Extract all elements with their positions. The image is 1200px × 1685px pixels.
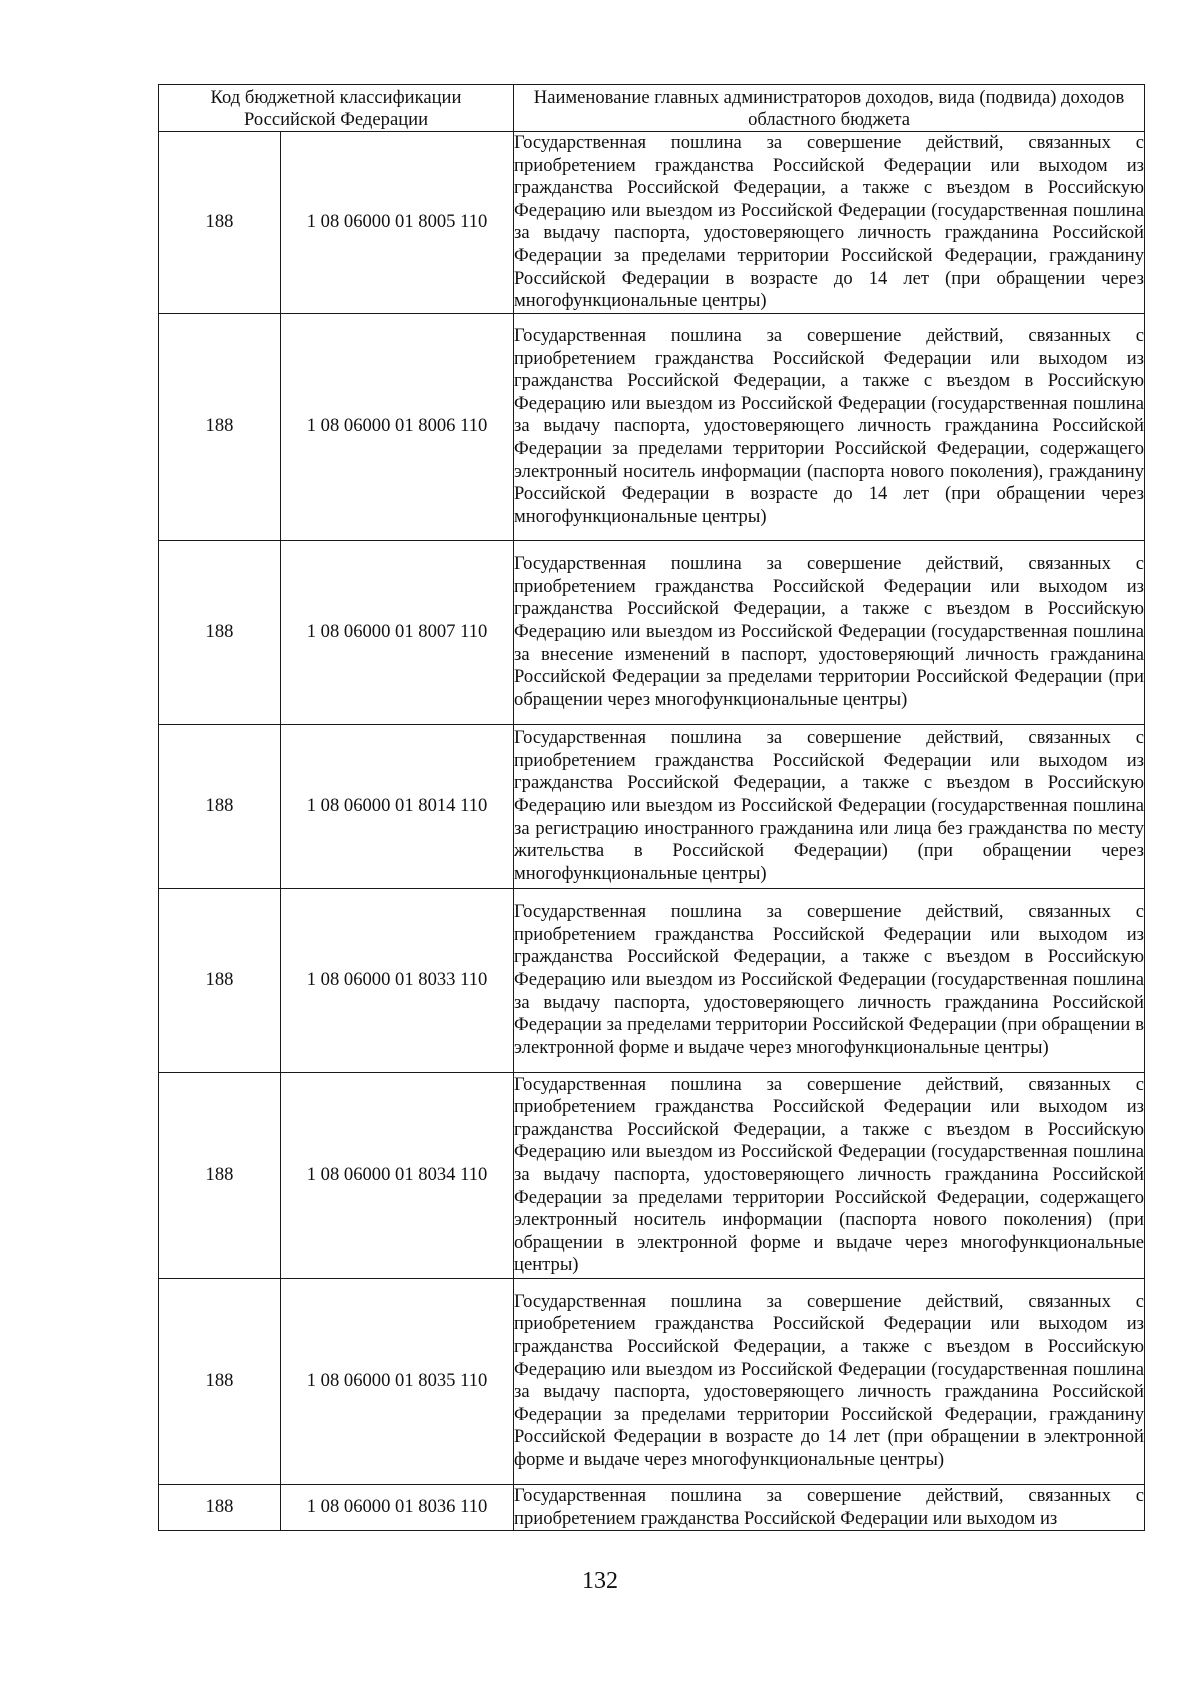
description-cell: Государственная пошлина за совершение действий, связанных с приобретением гражданства Российской Федерации или выходом из гражданства Российской Федерации, а также с въездом в Российскую Федерацию или выездом из Российской Федерации (государственная пошлина за регистрацию иностранного гражданина или лица без гражданства по месту жительства в Российской Федерации) (при обращении через многофункциональные центры) bbox=[514, 724, 1145, 888]
admin-code-cell: 188 bbox=[159, 132, 281, 314]
header-kbk: Код бюджетной классификации Российской Федерации bbox=[159, 85, 514, 132]
table-row bbox=[159, 540, 1145, 724]
table-row bbox=[159, 1484, 1145, 1530]
table-header-row bbox=[159, 85, 1145, 132]
table-row bbox=[159, 1278, 1145, 1484]
table-row bbox=[159, 1072, 1145, 1278]
table-row bbox=[159, 724, 1145, 888]
admin-code-cell: 188 bbox=[159, 1484, 281, 1530]
table-row bbox=[159, 132, 1145, 314]
description-cell bbox=[514, 1484, 1145, 1530]
kbk-code-cell: 1 08 06000 01 8005 110 bbox=[281, 132, 514, 314]
kbk-code-cell: 1 08 06000 01 8014 110 bbox=[281, 724, 514, 888]
budget-classification-table bbox=[158, 84, 1145, 1531]
kbk-code-cell: 1 08 06000 01 8035 110 bbox=[281, 1278, 514, 1484]
description-cell: Государственная пошлина за совершение действий, связанных с приобретением гражданства Российской Федерации или выходом из гражданства Российской Федерации, а также с въездом в Российскую Федерацию или выездом из Российской Федерации (государственная пошлина за выдачу паспорта, удостоверяющего личность гражданина Российской Федерации за пределами территории Российской Федерации, гражданину Российской Федерации в возрасте до 14 лет (при обращении через многофункциональные центры) bbox=[514, 132, 1145, 314]
admin-code-cell: 188 bbox=[159, 888, 281, 1072]
admin-code-cell: 188 bbox=[159, 1278, 281, 1484]
description-text-truncated: Государственная пошлина за совершение действий, связанных с приобретением гражданства Российской Федерации или выходом из bbox=[514, 1485, 1144, 1529]
kbk-code-cell: 1 08 06000 01 8007 110 bbox=[281, 540, 514, 724]
description-cell: Государственная пошлина за совершение действий, связанных с приобретением гражданства Российской Федерации или выходом из гражданства Российской Федерации, а также с въездом в Российскую Федерацию или выездом из Российской Федерации (государственная пошлина за выдачу паспорта, удостоверяющего личность гражданина Российской Федерации за пределами территории Российской Федерации, содержащего электронный носитель информации (паспорта нового поколения) (при обращении в электронной форме и выдаче через многофункциональные центры) bbox=[514, 1072, 1145, 1278]
header-name: Наименование главных администраторов доходов, вида (подвида) доходов областного бюджета bbox=[514, 85, 1145, 132]
description-cell: Государственная пошлина за совершение действий, связанных с приобретением гражданства Российской Федерации или выходом из гражданства Российской Федерации, а также с въездом в Российскую Федерацию или выездом из Российской Федерации (государственная пошлина за выдачу паспорта, удостоверяющего личность гражданина Российской Федерации за пределами территории Российской Федерации (при обращении в электронной форме и выдаче через многофункциональные центры) bbox=[514, 888, 1145, 1072]
admin-code-cell: 188 bbox=[159, 724, 281, 888]
page-number: 132 bbox=[582, 1568, 618, 1594]
table-row bbox=[159, 313, 1145, 540]
kbk-code-cell: 1 08 06000 01 8036 110 bbox=[281, 1484, 514, 1530]
admin-code-cell: 188 bbox=[159, 313, 281, 540]
description-cell: Государственная пошлина за совершение действий, связанных с приобретением гражданства Российской Федерации или выходом из гражданства Российской Федерации, а также с въездом в Российскую Федерацию или выездом из Российской Федерации (государственная пошлина за выдачу паспорта, удостоверяющего личность гражданина Российской Федерации за пределами территории Российской Федерации, гражданину Российской Федерации в возрасте до 14 лет (при обращении в электронной форме и выдаче через многофункциональные центры) bbox=[514, 1278, 1145, 1484]
table-row bbox=[159, 888, 1145, 1072]
kbk-code-cell: 1 08 06000 01 8033 110 bbox=[281, 888, 514, 1072]
admin-code-cell: 188 bbox=[159, 1072, 281, 1278]
admin-code-cell: 188 bbox=[159, 540, 281, 724]
kbk-code-cell: 1 08 06000 01 8006 110 bbox=[281, 313, 514, 540]
kbk-code-cell: 1 08 06000 01 8034 110 bbox=[281, 1072, 514, 1278]
description-cell: Государственная пошлина за совершение действий, связанных с приобретением гражданства Российской Федерации или выходом из гражданства Российской Федерации, а также с въездом в Российскую Федерацию или выездом из Российской Федерации (государственная пошлина за выдачу паспорта, удостоверяющего личность гражданина Российской Федерации за пределами территории Российской Федерации, содержащего электронный носитель информации (паспорта нового поколения), гражданину Российской Федерации в возрасте до 14 лет (при обращении через многофункциональные центры) bbox=[514, 313, 1145, 540]
description-cell: Государственная пошлина за совершение действий, связанных с приобретением гражданства Российской Федерации или выходом из гражданства Российской Федерации, а также с въездом в Российскую Федерацию или выездом из Российской Федерации (государственная пошлина за внесение изменений в паспорт, удостоверяющий личность гражданина Российской Федерации за пределами территории Российской Федерации (при обращении через многофункциональные центры) bbox=[514, 540, 1145, 724]
